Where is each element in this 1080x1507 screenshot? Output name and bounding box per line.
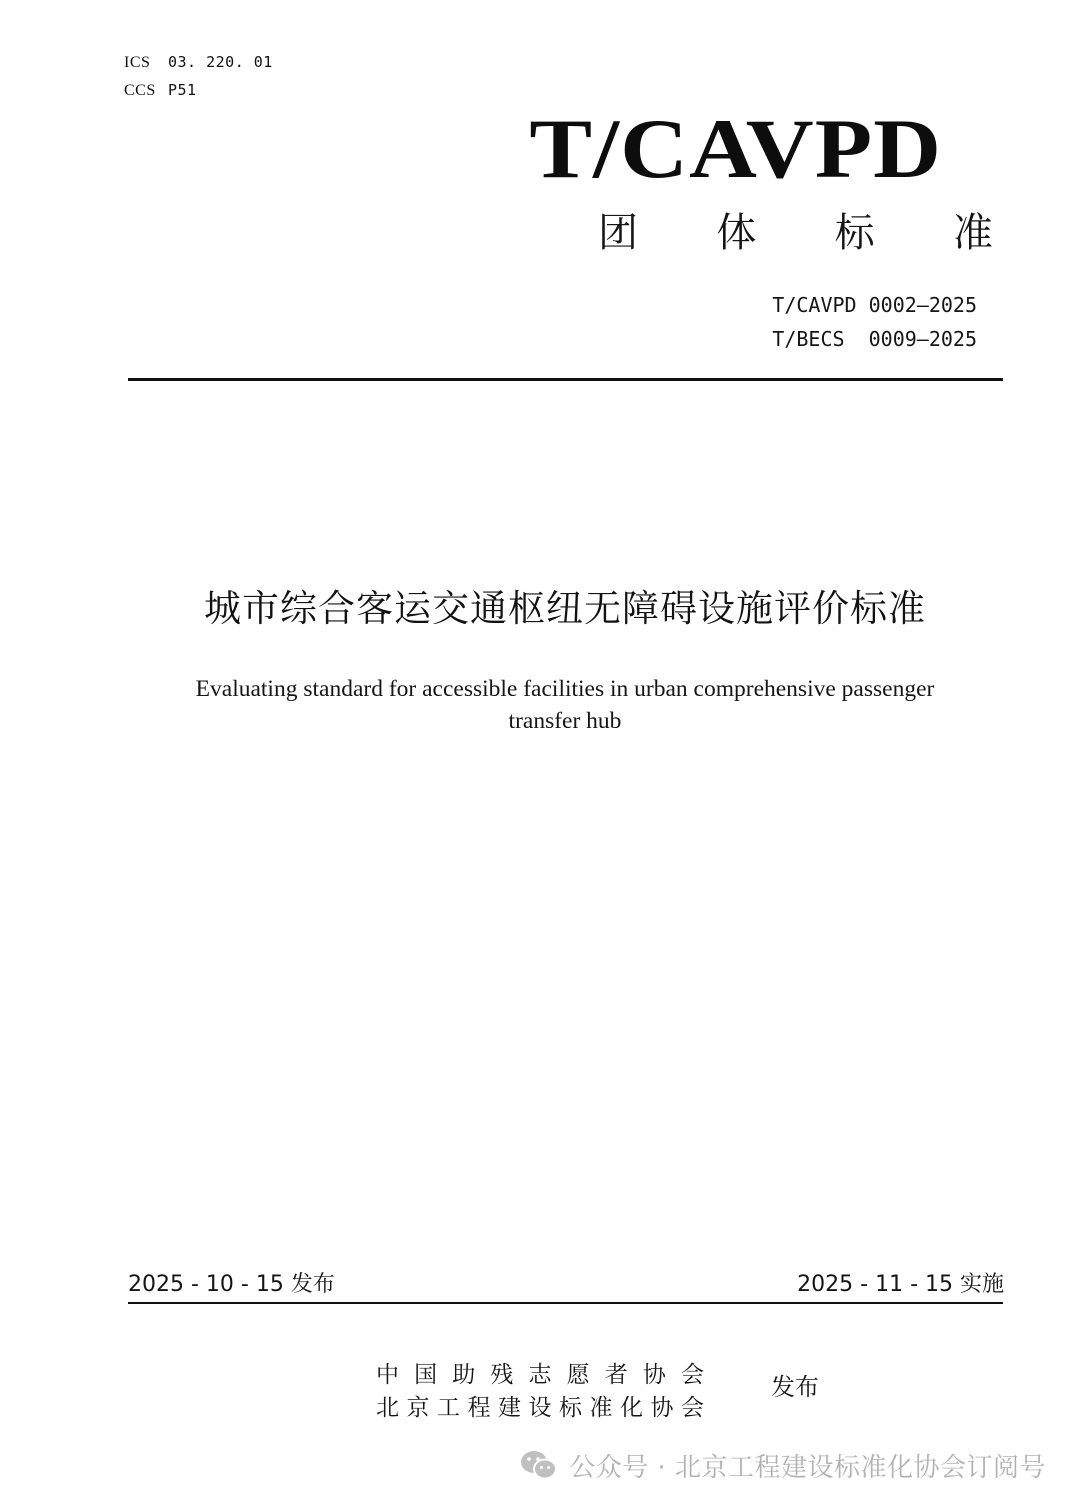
watermark-text: 公众号 · 北京工程建设标准化协会订阅号 — [569, 1452, 1046, 1483]
ics-code: 03. 220. 01 — [168, 53, 273, 71]
standard-type-char: 标 — [834, 210, 875, 256]
ics-line — [124, 52, 273, 73]
standard-code-secondary: T/BECS 0009—2025 — [772, 327, 977, 351]
issuer-char: 京 — [406, 1395, 430, 1421]
issuer-char: 残 — [490, 1362, 514, 1388]
issuer-char: 会 — [681, 1395, 704, 1421]
issuer-char: 工 — [437, 1395, 460, 1421]
ccs-line — [124, 80, 197, 101]
issuer-char: 国 — [414, 1362, 438, 1388]
issuer-char: 中 — [376, 1362, 399, 1388]
issuer-char: 建 — [498, 1395, 521, 1421]
issuer-char: 会 — [681, 1362, 704, 1388]
release-date: 2025 - 10 - 15 发布 — [128, 1272, 335, 1297]
ccs-code: P51 — [168, 81, 197, 99]
issuer-char: 北 — [376, 1395, 399, 1421]
issuer-char: 协 — [650, 1395, 674, 1421]
footer-divider — [128, 1302, 1003, 1304]
implement-date: 2025 - 11 - 15 实施 — [797, 1272, 1004, 1297]
document-title-zh: 城市综合客运交通枢纽无障碍设施评价标准 — [204, 587, 926, 630]
issuer-char: 者 — [604, 1362, 628, 1388]
issuer-char: 标 — [559, 1395, 582, 1421]
wechat-icon — [519, 1449, 559, 1481]
document-title-en — [140, 673, 990, 737]
ccs-label: CCS — [124, 82, 156, 99]
issuer-char: 程 — [467, 1395, 491, 1421]
standard-code-primary: T/CAVPD 0002—2025 — [772, 293, 977, 317]
brand-logo-text: T/CAVPD — [529, 102, 942, 196]
watermark — [519, 1445, 1046, 1485]
issuer-org-2 — [376, 1392, 704, 1424]
issuer-char: 协 — [642, 1362, 666, 1388]
ics-label: ICS — [124, 54, 151, 71]
publish-label: 发布 — [771, 1373, 819, 1401]
standard-type-char: 准 — [952, 210, 993, 256]
issuer-char: 助 — [452, 1362, 476, 1388]
issuer-char: 设 — [528, 1395, 552, 1421]
title-en-line: Evaluating standard for accessible facilities in urban comprehensive passenger — [195, 676, 935, 702]
issuer-org-1 — [376, 1359, 704, 1391]
issuer-char: 志 — [528, 1362, 552, 1388]
issuer-char: 准 — [589, 1395, 613, 1421]
standard-type — [598, 205, 993, 261]
issuer-char: 愿 — [566, 1362, 590, 1388]
header-divider — [128, 378, 1003, 381]
issuer-char: 化 — [620, 1395, 643, 1421]
standard-type-char: 团 — [598, 210, 638, 256]
title-en-line: transfer hub — [508, 708, 622, 734]
standard-type-char: 体 — [716, 210, 757, 256]
